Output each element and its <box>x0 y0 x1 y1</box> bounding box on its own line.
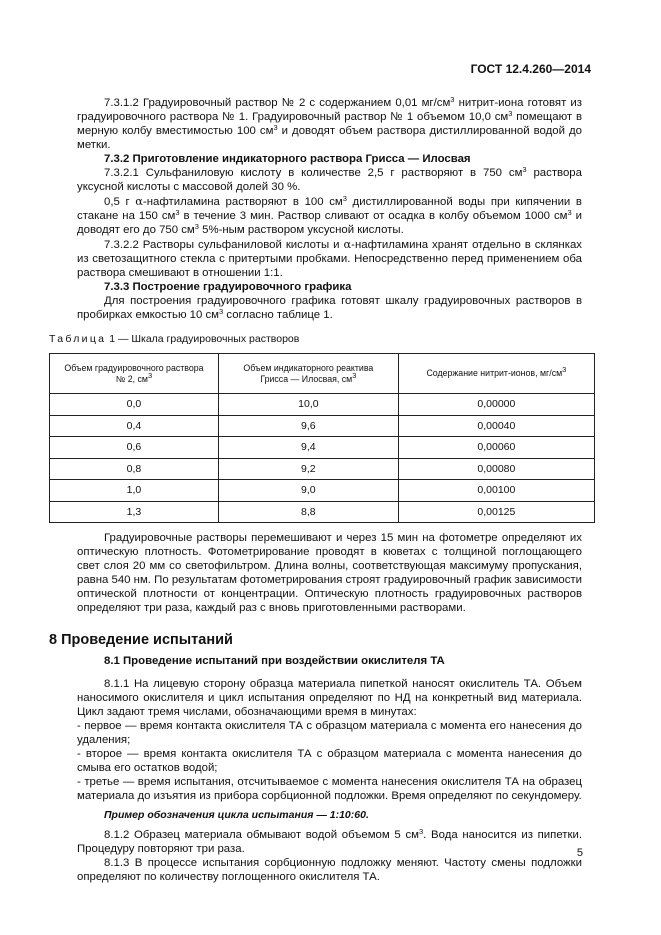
list-item: - первое — время контакта окислителя ТА с образцом материала с момента его нанесения до удаления; <box>77 720 582 746</box>
column-header-nitrite-content: Содержание нитрит-ионов, $мг/см^3$ <box>398 354 594 394</box>
paragraph-photometry: Градуировочные растворы перемешивают и через 15 мин на фотометре определяют их оптическую плотность. Фотометрирование проводят в кюветах с толщиной поглощающего свет слоя 20 мм со светофильтром. Длина волны, соответствующая максимуму пропускания, равна 540 нм. По результатам фотометрирования строят градуировочный график зависимости оптической плотности от концентрации. Оптическую плотность градуировочных растворов определяют три раза, каждый раз с вновь приготовленными растворами. <box>77 532 583 614</box>
table-row: 0,0 10,0 0,00000 <box>50 394 595 416</box>
paragraph-7-3-1-2: 7.3.1.2 Градуировочный раствор № 2 с содержанием 0,01 $мг/см^3$ нитрит-иона готовят из градуировочного раствора № 1. Градуировочный раствор № 1 объемом 10,0 $см^3$ помещают в мерную колбу вместимостью 100 $см^3$ и доводят объем раствора дистиллированной водой до метки. <box>77 95 583 151</box>
list-item: - третье — время испытания, отсчитываемое с момента нанесения окислителя ТА на образец материала до изъятия из прибора сорбционной подложки. Время определяют по секундомеру. <box>77 776 582 802</box>
paragraph-7-3-3: Для построения градуировочного графика готовят шкалу градуировочных растворов в пробирках емкостью 10 $см^3$ согласно таблице 1. <box>77 295 582 321</box>
heading-7-3-2: 7.3.2 Приготовление индикаторного раствора Грисса — Илосвая <box>104 153 471 165</box>
paragraph-8-1-2: 8.1.2 Образец материала обмывают водой объемом 5 $см^3$. Вода наносится из пипетки. Процедуру повторяют три раза. <box>77 827 582 855</box>
section-8-title: 8 Проведение испытаний <box>49 632 233 648</box>
standard-header: ГОСТ 12.4.260—2014 <box>470 62 591 76</box>
paragraph-8-1-3: 8.1.3 В процессе испытания сорбционную подложку меняют. Частоту смены подложки определяют по количеству поглощенного окислителя ТА. <box>77 857 582 883</box>
table-row: 1,3 8,8 0,00125 <box>50 501 595 523</box>
paragraph-8-1-1: 8.1.1 На лицевую сторону образца материала пипеткой наносят окислитель ТА. Объем наносимого окислителя и цикл испытания определяют по НД на конкретный вид материала. Цикл задают тремя числами, обозначающими время в минутах: <box>77 678 582 718</box>
table-caption: Таблица 1 — Шкала градуировочных растворов <box>49 333 300 345</box>
paragraph-naphthylamine: 0,5 г α-нафтиламина растворяют в 100 $см^3$ дистиллированной воды при кипячении в стакане на 150 $см^3$ в течение 3 мин. Раствор сливают от осадка в колбу объемом 1000 $см^3$ и доводят его до 750 $см^3$ 5%-ным раствором уксусной кислоты. <box>77 194 582 236</box>
column-header-solution-volume: Объем градуировочного раствора № 2, $см^3$ <box>50 354 219 394</box>
table-header-row <box>50 354 595 394</box>
paragraph-7-3-2-1: 7.3.2.1 Сульфаниловую кислоту в количестве 2,5 г растворяют в 750 $см^3$ раствора уксусной кислоты с массовой долей 30 %. <box>77 165 582 193</box>
calibration-table <box>49 353 595 523</box>
heading-7-3-3: 7.3.3 Построение градуировочного графика <box>104 281 352 293</box>
example-designation: Пример обозначения цикла испытания — 1:10:60. <box>104 809 369 821</box>
column-header-reagent-volume: Объем индикаторного реактива Грисса — Илосвая, $см^3$ <box>218 354 398 394</box>
heading-8-1: 8.1 Проведение испытаний при воздействии окислителя ТА <box>104 655 445 667</box>
page-number: 5 <box>576 847 583 859</box>
list-item: - второе — время контакта окислителя ТА с образцом материала с момента нанесения до смыва его остатков водой; <box>77 748 582 774</box>
page-body <box>49 95 583 884</box>
table-row: 1,0 9,0 0,00100 <box>50 480 595 502</box>
table-row: 0,4 9,6 0,00040 <box>50 415 595 437</box>
paragraph-7-3-2-2: 7.3.2.2 Растворы сульфаниловой кислоты и α-нафтиламина хранят отдельно в склянках из светозащитного стекла с притертыми пробками. Непосредственно перед применением оба раствора смешивают в отношении 1:1. <box>77 237 582 279</box>
table-row: 0,6 9,4 0,00060 <box>50 437 595 459</box>
table-row: 0,8 9,2 0,00080 <box>50 458 595 480</box>
